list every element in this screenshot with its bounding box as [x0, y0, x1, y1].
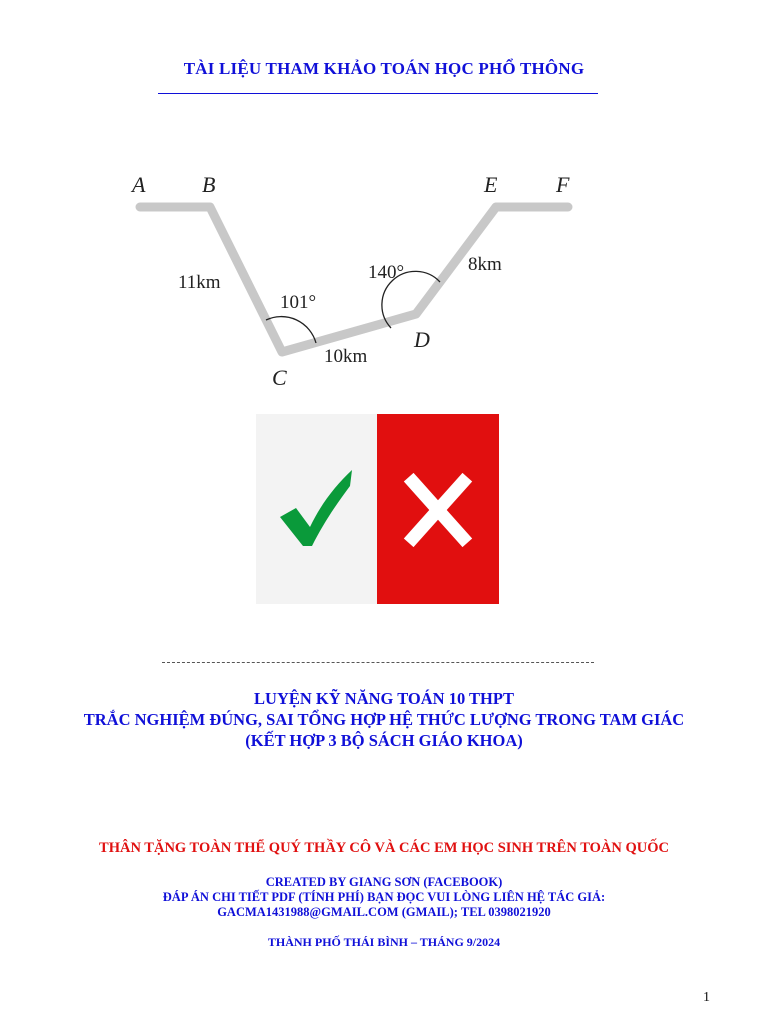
true-false-icons	[256, 414, 499, 604]
angle-label-c: 101°	[280, 292, 317, 313]
credits-line-1: CREATED BY GIANG SƠN (FACEBOOK)	[265, 875, 503, 889]
point-label-c: C	[272, 365, 287, 390]
cross-mark-icon	[377, 414, 499, 604]
road-diagram	[120, 160, 600, 400]
main-title-line-2: TRẮC NGHIỆM ĐÚNG, SAI TỔNG HỢP HỆ THỨC LƯỢNG TRONG TAM GIÁC	[83, 710, 685, 729]
page-number: 1	[703, 990, 710, 1005]
place-and-date: THÀNH PHỐ THÁI BÌNH – THÁNG 9/2024	[267, 935, 501, 949]
main-title-line-3: (KẾT HỢP 3 BỘ SÁCH GIÁO KHOA)	[245, 731, 523, 750]
header-underline	[158, 93, 598, 94]
point-label-a: A	[132, 172, 146, 197]
point-label-f: F	[556, 172, 570, 197]
correct-panel	[256, 414, 377, 604]
author-credits	[0, 875, 768, 920]
dashed-divider	[162, 662, 594, 663]
length-label-de: 8km	[468, 254, 502, 275]
main-title-line-1: LUYỆN KỸ NĂNG TOÁN 10 THPT	[254, 689, 514, 708]
document-header-title: TÀI LIỆU THAM KHẢO TOÁN HỌC PHỔ THÔNG	[183, 59, 585, 78]
angle-label-d: 140°	[368, 262, 405, 283]
dedication-text: THÂN TẶNG TOÀN THỂ QUÝ THẦY CÔ VÀ CÁC EM HỌC SINH TRÊN TOÀN QUỐC	[99, 840, 669, 856]
point-label-d: D	[414, 327, 430, 352]
check-mark-icon	[256, 414, 377, 604]
credits-line-3: GACMA1431988@GMAIL.COM (GMAIL); TEL 0398021920	[217, 905, 551, 919]
length-label-bc: 11km	[178, 272, 221, 293]
incorrect-panel	[377, 414, 499, 604]
credits-line-2: ĐÁP ÁN CHI TIẾT PDF (TÍNH PHÍ) BẠN ĐỌC VUI LÒNG LIÊN HỆ TÁC GIẢ:	[162, 890, 606, 904]
point-label-e: E	[484, 172, 498, 197]
point-label-b: B	[202, 172, 216, 197]
main-title	[0, 688, 768, 751]
length-label-cd: 10km	[324, 346, 368, 367]
